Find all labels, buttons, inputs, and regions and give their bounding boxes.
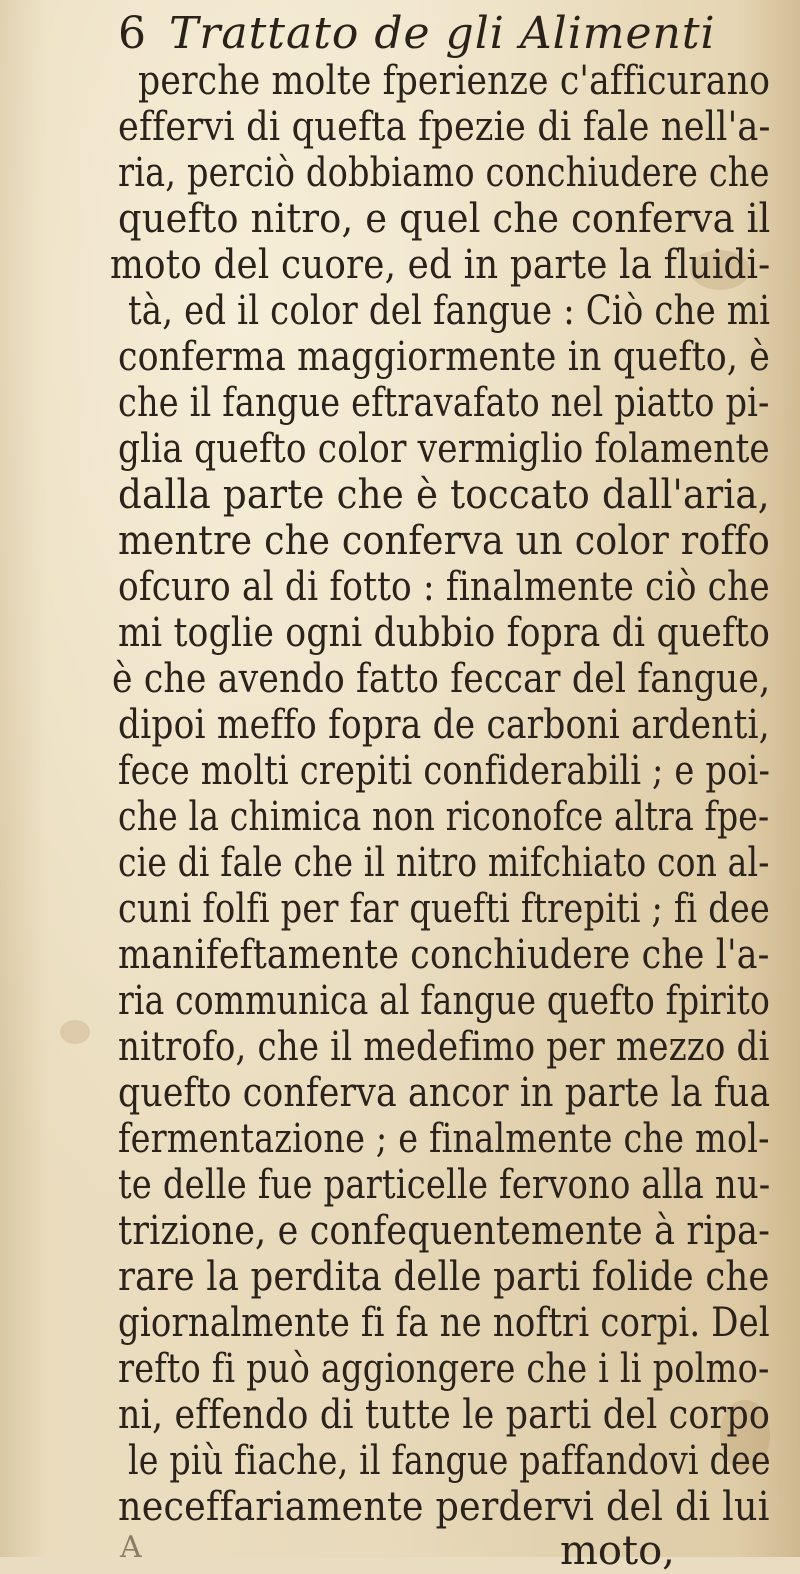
text-line: ria communica al fangue quefto fpirito bbox=[118, 978, 770, 1024]
text-line: manifeftamente conchiudere che l'a- bbox=[118, 932, 770, 978]
text-line: glia quefto color vermiglio folamente bbox=[118, 426, 770, 472]
text-line: effervi di quefta fpezie di fale nell'a- bbox=[118, 104, 771, 150]
text-line: nitrofo, che il medefimo per mezzo di bbox=[118, 1024, 770, 1070]
text-line: refto fi può aggiongere che i li polmo- bbox=[118, 1346, 770, 1392]
text-line: è che avendo fatto feccar del fangue, bbox=[112, 656, 771, 702]
text-line: moto del cuore, ed in parte la fluidi- bbox=[110, 242, 771, 288]
text-line: che la chimica non riconofce altra fpe- bbox=[118, 794, 770, 840]
text-line: tà, ed il color del fangue : Ciò che mi bbox=[128, 288, 771, 334]
text-line: ofcuro al di fotto : finalmente ciò che bbox=[118, 564, 770, 610]
text-line: ni, effendo di tutte le parti del corpo bbox=[118, 1392, 771, 1438]
text-line: dalla parte che è toccato dall'aria, bbox=[118, 472, 770, 518]
text-line: perche molte fperienze c'afficurano bbox=[138, 58, 771, 104]
signature-mark: A bbox=[120, 1530, 162, 1565]
page-number: 6 bbox=[118, 8, 147, 59]
text-line: neceffariamente perdervi del di lui bbox=[118, 1484, 770, 1530]
text-line: conferma maggiormente in quefto, è bbox=[118, 334, 771, 380]
text-line: trizione, e confequentemente à ripa- bbox=[118, 1208, 771, 1254]
text-line: mi toglie ogni dubbio fopra di quefto bbox=[118, 610, 771, 656]
text-line: quefto nitro, e quel che conferva il bbox=[118, 196, 771, 242]
text-line: le più fiache, il fangue paffandovi dee bbox=[128, 1438, 771, 1484]
text-line: giornalmente fi fa ne noftri corpi. Del bbox=[118, 1300, 770, 1346]
text-line: quefto conferva ancor in parte la fua bbox=[118, 1070, 771, 1116]
text-line: fece molti crepiti confiderabili ; e poi- bbox=[118, 748, 771, 794]
text-line: ria, perciò dobbiamo conchiudere che bbox=[118, 150, 770, 196]
running-title: Trattato de gli Alimenti bbox=[169, 8, 716, 59]
text-line: cie di fale che il nitro mifchiato con al- bbox=[118, 840, 770, 886]
text-line: fermentazione ; e finalmente che mol- bbox=[118, 1116, 770, 1162]
catchword: moto, bbox=[560, 1528, 675, 1574]
text-line: dipoi meffo fopra de carboni ardenti, bbox=[118, 702, 770, 748]
text-line: che il fangue eftravafato nel piatto pi- bbox=[118, 380, 770, 426]
text-line: cuni folfi per far quefti ftrepiti ; fi dee bbox=[118, 886, 770, 932]
text-line: te delle fue particelle fervono alla nu- bbox=[118, 1162, 771, 1208]
text-line: mentre che conferva un color roffo bbox=[118, 518, 770, 564]
text-line: rare la perdita delle parti folide che bbox=[118, 1254, 770, 1300]
